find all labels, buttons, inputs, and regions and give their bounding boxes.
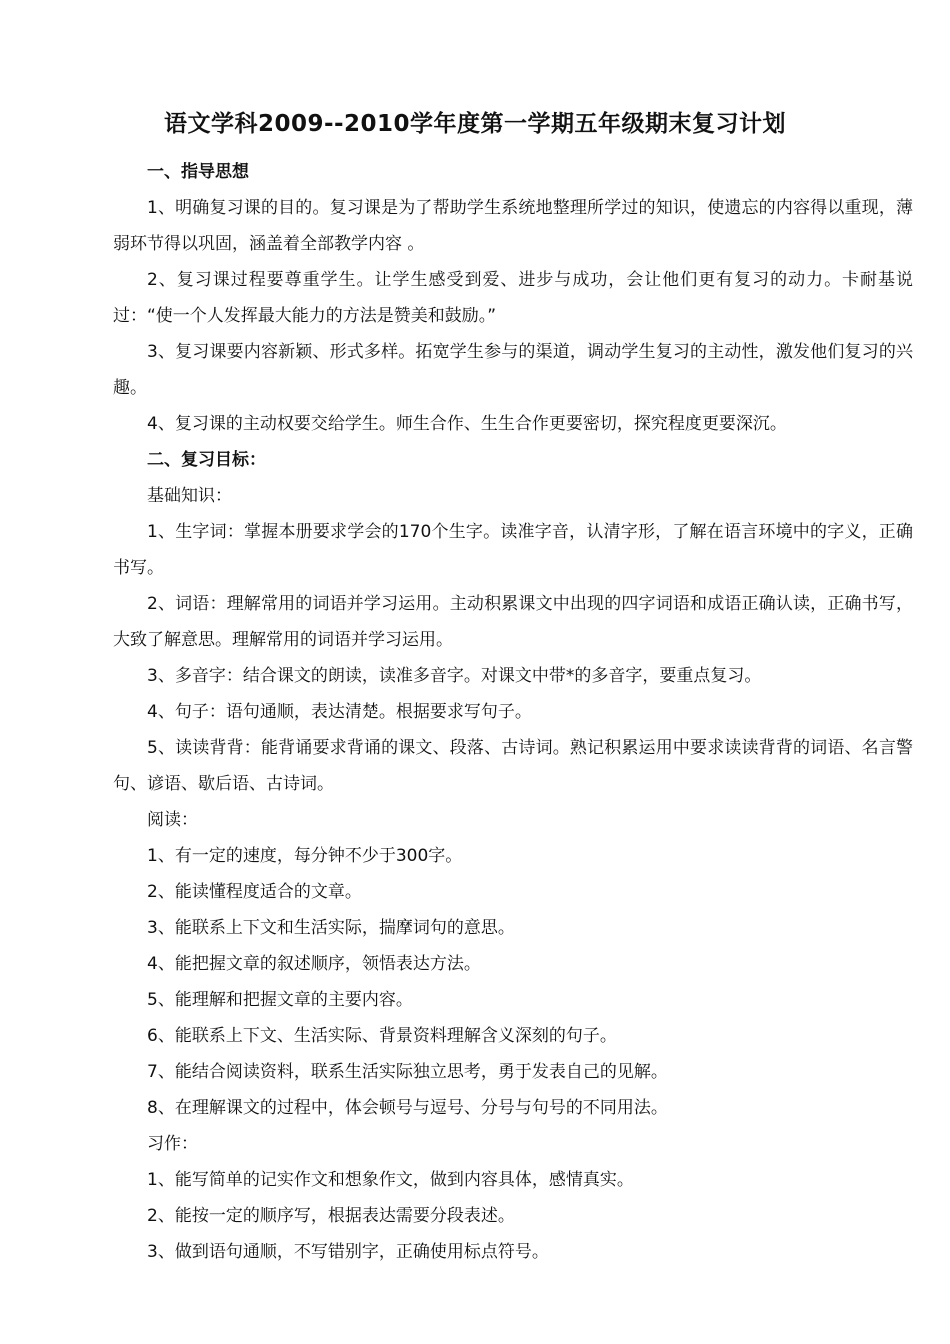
basic-item-1: 1、生字词：掌握本册要求学会的170个生字。读准字音，认清字形，了解在语言环境中的字义，正确书写。 [113, 522, 913, 578]
basic-item-4: 4、句子：语句通顺，表达清楚。根据要求写句子。 [147, 702, 532, 722]
section-heading-review-goals: 二、复习目标： [147, 450, 266, 470]
reading-item-1: 1、有一定的速度，每分钟不少于300字。 [147, 846, 463, 866]
basic-item-3: 3、多音字：结合课文的朗读，读准多音字。对课文中带*的多音字，要重点复习。 [147, 666, 762, 686]
subheading-basic-knowledge: 基础知识： [147, 486, 232, 506]
guiding-item-4: 4、复习课的主动权要交给学生。师生合作、生生合作更要密切，探究程度更要深沉。 [147, 414, 787, 434]
writing-item-3: 3、做到语句通顺，不写错别字，正确使用标点符号。 [147, 1242, 549, 1262]
reading-item-8: 8、在理解课文的过程中，体会顿号与逗号、分号与句号的不同用法。 [147, 1098, 668, 1118]
reading-item-3: 3、能联系上下文和生活实际，揣摩词句的意思。 [147, 918, 515, 938]
section-heading-guiding-thought: 一、指导思想 [147, 162, 249, 182]
guiding-item-1: 1、明确复习课的目的。复习课是为了帮助学生系统地整理所学过的知识，使遗忘的内容得以重现，薄弱环节得以巩固，涵盖着全部教学内容 。 [113, 198, 913, 254]
basic-item-2: 2、词语：理解常用的词语并学习运用。主动积累课文中出现的四字词语和成语正确认读，正确书写，大致了解意思。理解常用的词语并学习运用。 [113, 594, 913, 650]
reading-item-5: 5、能理解和把握文章的主要内容。 [147, 990, 413, 1010]
reading-item-6: 6、能联系上下文、生活实际、背景资料理解含义深刻的句子。 [147, 1026, 617, 1046]
guiding-item-2: 2、复习课过程要尊重学生。让学生感受到爱、进步与成功，会让他们更有复习的动力。卡耐基说过：“使一个人发挥最大能力的方法是赞美和鼓励。” [113, 270, 913, 326]
document-title: 语文学科2009--2010学年度第一学期五年级期末复习计划 [163, 111, 787, 137]
guiding-item-3: 3、复习课要内容新颖、形式多样。拓宽学生参与的渠道，调动学生复习的主动性，激发他们复习的兴趣。 [113, 342, 913, 398]
basic-item-5: 5、读读背背：能背诵要求背诵的课文、段落、古诗词。熟记积累运用中要求读读背背的词语、名言警句、谚语、歇后语、古诗词。 [113, 738, 913, 794]
reading-item-4: 4、能把握文章的叙述顺序，领悟表达方法。 [147, 954, 481, 974]
writing-item-2: 2、能按一定的顺序写，根据表达需要分段表述。 [147, 1206, 515, 1226]
reading-item-7: 7、能结合阅读资料，联系生活实际独立思考，勇于发表自己的见解。 [147, 1062, 668, 1082]
document-body [113, 154, 913, 1270]
writing-item-1: 1、能写简单的记实作文和想象作文，做到内容具体，感情真实。 [147, 1170, 634, 1190]
reading-item-2: 2、能读懂程度适合的文章。 [147, 882, 362, 902]
subheading-reading: 阅读： [147, 810, 198, 830]
subheading-writing: 习作： [147, 1134, 198, 1154]
